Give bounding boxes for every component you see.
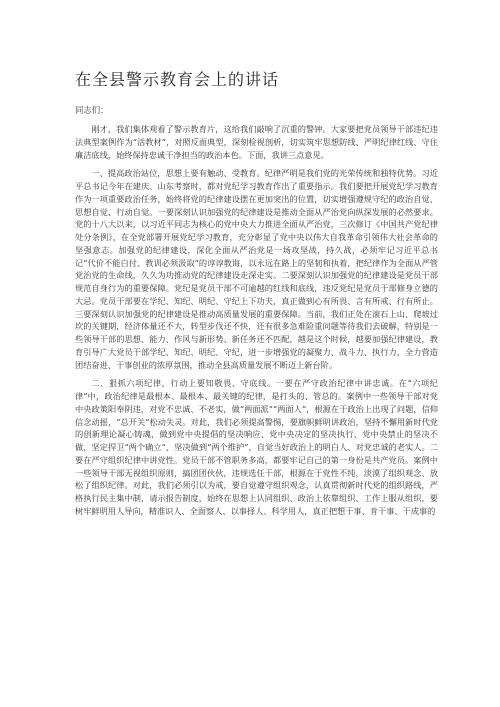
greeting-line: 同志们： [75, 105, 109, 115]
paragraph-section-one: 一、提高政治站位，思想上要有触动、受教育。纪律严明是我们党的光荣传统和独特优势。习近平总书记今年在建庆、山东考察时，都对党纪学习教育作出了重要指示。我们要把开展党纪学习教育作为一项重要政治任务，始终将党的纪律建设摆在更加突出的位置，切实增强遵规守纪的政治自觉、思想自觉、行动自觉。一要深刻认识加强党的纪律建设是推动全面从严治党向纵深发展的必然要求。党的十八大以来，以习近平同志为核心的党中央大力推进全面从严治党，三次修订《中国共产党纪律处分条例》，在全党部署开展党纪学习教育，充分彰显了党中央以伟大自我革命引领伟大社会革命的坚强意志。加强党的纪律建设，深化全面从严治党是一场攻坚战，持久战，必须牢记习近平总书记“代价不能白付、教训必须汲取”的谆谆教诲，以永远在路上的坚韧和执着，把纪律作为全面从严管党治党的生命线，久久为功推动党的纪律建设走深走实。二要深刻认识加强党的纪律建设是党员干部规范自身行为的重要保障。党纪是党员干部不可逾越的红线和底线，违反党纪是党员干部修身立德的大忌。党员干部要在学纪、知纪、明纪、守纪上下功夫，真正做到心有所畏、言有所戒、行有所止。三要深刻认识加强党的纪律建设是推动高质量发展的重要保障。当前，我们正处在滚石上山、爬坡过坎的关键期，经济体量还不大，转型步伐还不快，还有很多急难险重问题等待我们去破解，特别是一些领导干部的思想、能力、作风与新形势、新任务还不匹配，越是这个时候，越要加强纪律建设，教育引导广大党员干部学纪、知纪、明纪、守纪，进一步增强党的凝聚力、战斗力、执行力，全力营造团结奋进、干事创业的浓厚氛围，推动全县高质量发展不断迈上新台阶。 [75, 168, 438, 370]
paragraph-section-two: 二、狠抓六项纪律，行动上要知敬畏、守底线。一要在严守政治纪律中讲忠诚。在“六项纪律”中，政治纪律是最根本、最根本、最关键的纪律，是打头的、管总的。案例中一些领导干部对党中央政策阳奉阴违，对党不忠诚、不老实，做“两面派”“两面人”，根源在于政治上出现了问题，信仰信念动摇，“总开关”松动失灵。对此，我们必须提高警惕，要旗帜鲜明讲政治，坚持不懈用新时代党的创新理论凝心铸魂，做到党中央提倡的坚决响应、党中央决定的坚决执行、党中央禁止的坚决不做，坚定捍卫“两个确立”，坚决做到“两个维护”，自觉当好政治上的明白人、对党忠诚的老实人。二要在严守组织纪律中讲党性。党员干部不管职务多高，都要牢记自己的第一身份是共产党员。案例中一些领导干部无视组织原则，搞团团伙伙，违规选任干部，根源在于党性不纯，淡漠了组织观念、放松了组织纪律。对此，我们必须引以为戒，要自觉遵守组织观念，认真贯彻新时代党的组织路线，严格执行民主集中制，请示报告制度，始终在思想上认同组织、政治上依靠组织、工作上服从组织，要树牢鲜明用人导向，精准识人、全面察人、以事择人、科学用人，真正把想干事、肯干事、干成事的 [75, 378, 438, 516]
paragraph-intro: 刚才，我们集体观看了警示教育片，这给我们敲响了沉重的警钟。大家要把党员领导干部违纪违法典型案例作为“活教材”，对照反面典型，深刻检视剖析，切实筑牢思想防线、严明纪律红线、守住廉洁底线，始终保持忠诚干净担当的政治本色。下面，我讲三点意见。 [75, 124, 438, 160]
document-title: 在全县警示教育会上的讲话 [75, 70, 280, 89]
